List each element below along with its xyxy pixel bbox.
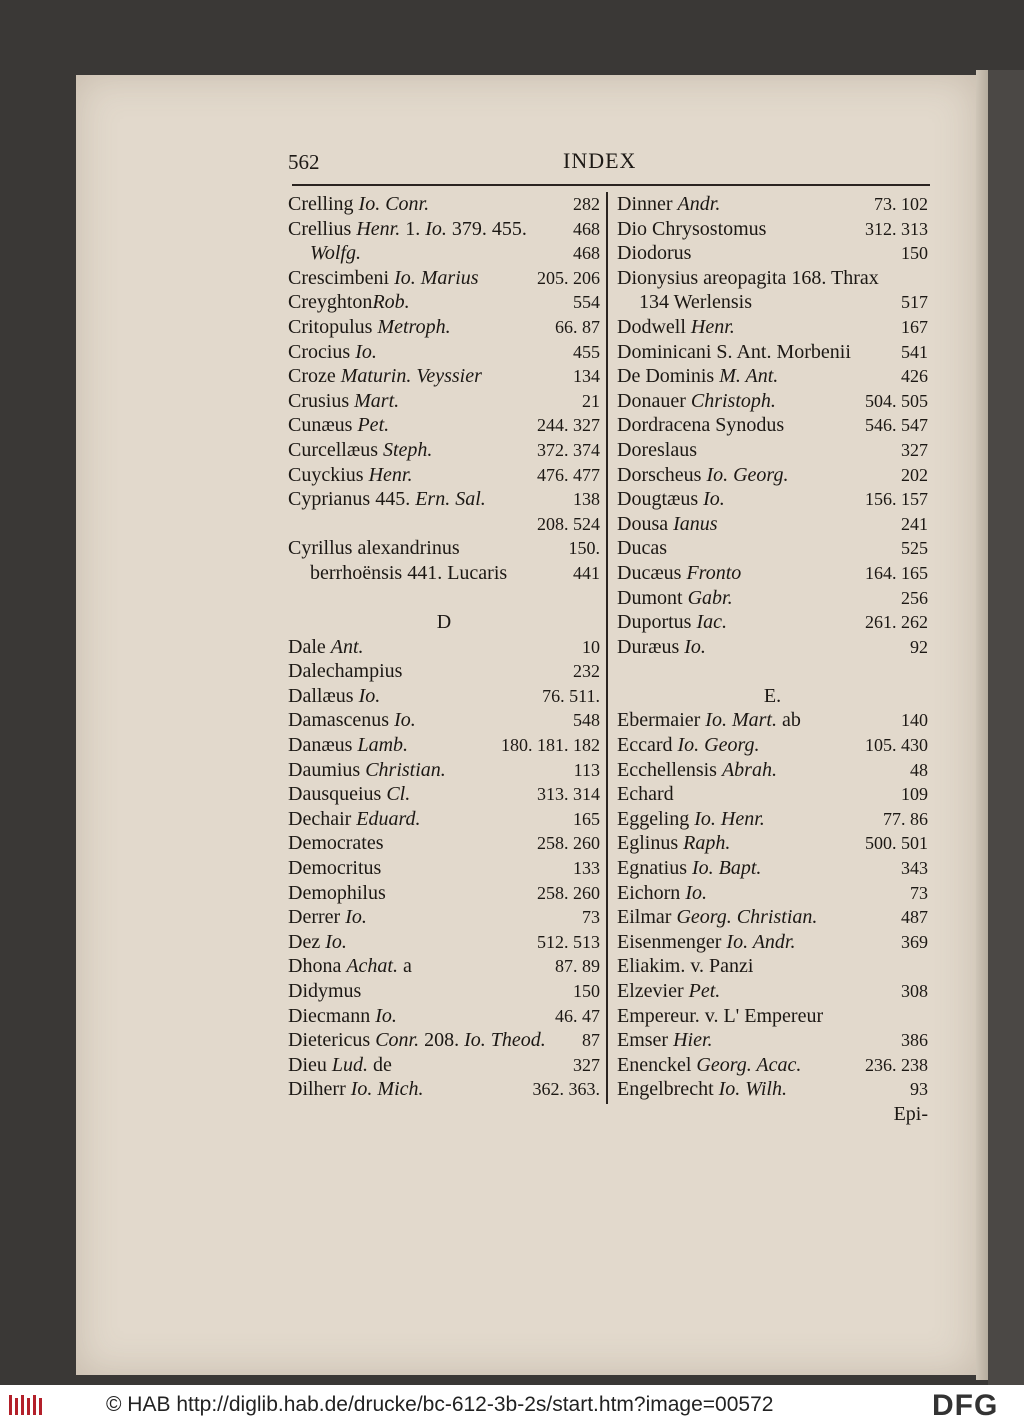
index-entry — [617, 192, 928, 217]
entry-pages: 138 — [573, 489, 600, 510]
entry-pages: 369 — [901, 931, 928, 952]
entry-name: Didymus — [288, 980, 362, 1002]
entry-name: Enenckel Georg. Acac. — [617, 1053, 802, 1076]
index-entry — [617, 831, 928, 856]
entry-pages: 258. 260 — [537, 833, 600, 854]
entry-name: Egnatius Io. Bapt. — [617, 857, 762, 880]
entry-pages: 73. 102 — [874, 194, 928, 214]
entry-name: Dordracena Synodus — [617, 414, 785, 437]
entry-name: Dietericus Conr. 208. Io. Theod. — [288, 1029, 546, 1052]
entry-pages: 261. 262 — [865, 612, 928, 633]
index-entry — [288, 1004, 600, 1029]
index-entry — [617, 217, 928, 242]
index-entry — [288, 586, 600, 611]
index-entry — [288, 659, 600, 684]
entry-pages: 232 — [573, 661, 600, 682]
entry-name: Cyrillus alexandrinus — [288, 537, 460, 560]
entry-name: Dodwell Henr. — [617, 315, 735, 338]
entry-name: Crocius Io. — [288, 340, 377, 363]
index-entry — [617, 438, 928, 463]
index-entry — [617, 586, 928, 611]
entry-pages: 208. 524 — [537, 513, 600, 534]
entry-pages: 258. 260 — [537, 882, 600, 903]
entry-pages: 105. 430 — [865, 735, 928, 756]
index-entry — [617, 364, 928, 389]
entry-pages: 327 — [573, 1054, 600, 1075]
entry-pages: 46. 47 — [555, 1005, 600, 1026]
entry-name: Dhona Achat. a — [288, 955, 412, 978]
entry-pages: 10 — [582, 636, 600, 657]
entry-pages: 468 — [573, 218, 600, 239]
entry-pages: 150. — [568, 538, 600, 559]
entry-pages: 362. 363. — [532, 1079, 600, 1100]
entry-pages: 92 — [910, 636, 928, 657]
entry-name: Dilherr Io. Mich. — [288, 1078, 424, 1101]
index-entry — [288, 364, 600, 389]
entry-name: Dausqueius Cl. — [288, 783, 411, 806]
index-entry — [288, 290, 600, 315]
entry-name: Donauer Christoph. — [617, 389, 776, 412]
index-entry — [617, 315, 928, 340]
entry-name: Crelling Io. Conr. — [288, 193, 430, 215]
entry-name: Dalechampius — [288, 660, 403, 683]
entry-pages: 455 — [573, 341, 600, 362]
index-entry — [617, 954, 928, 979]
entry-pages: 426 — [901, 366, 928, 387]
entry-pages: 476. 477 — [537, 464, 600, 485]
index-entry — [288, 217, 600, 242]
entry-pages: 241 — [901, 513, 928, 534]
entry-name: Eilmar Georg. Christian. — [617, 906, 818, 929]
index-entry — [288, 758, 600, 783]
copyright-link[interactable]: © HAB http://diglib.hab.de/drucke/bc-612-3b-2s/start.htm?image=00572 — [106, 1393, 774, 1416]
index-entry — [617, 659, 928, 684]
entry-pages: 167 — [901, 316, 928, 337]
entry-pages: 164. 165 — [865, 562, 928, 583]
index-entry — [288, 782, 600, 807]
index-entry — [617, 536, 928, 561]
index-entry — [617, 979, 928, 1004]
entry-name: Dinner Andr. — [617, 193, 721, 215]
entry-name: Democritus — [288, 857, 382, 880]
entry-name: Derrer Io. — [288, 906, 367, 929]
index-entry — [288, 389, 600, 414]
index-entry — [288, 930, 600, 955]
entry-pages: 109 — [901, 784, 928, 805]
index-entry — [288, 807, 600, 832]
page-edge — [976, 70, 988, 1380]
index-entry — [288, 463, 600, 488]
entry-pages: 236. 238 — [865, 1054, 928, 1075]
entry-name: Curcellæus Steph. — [288, 438, 433, 461]
index-entry — [617, 905, 928, 930]
page-number: 562 — [288, 150, 320, 174]
entry-name: Duræus Io. — [617, 635, 706, 658]
page-header — [288, 142, 928, 182]
index-entry — [288, 512, 600, 537]
entry-name: Croze Maturin. Veyssier — [288, 365, 482, 388]
running-title: INDEX — [563, 148, 637, 173]
entry-name: Crusius Mart. — [288, 389, 400, 412]
entry-pages: 76. 511. — [542, 685, 600, 706]
index-entry — [617, 1028, 928, 1053]
entry-name: Dechair Eduard. — [288, 807, 421, 830]
entry-name: Eggeling Io. Henr. — [617, 807, 765, 830]
entry-name: Danæus Lamb. — [288, 734, 409, 757]
index-entry — [288, 561, 600, 586]
entry-name: Dio Chrysostomus — [617, 217, 767, 240]
entry-pages: 150 — [901, 243, 928, 264]
entry-name: Demophilus — [288, 881, 386, 904]
entry-pages: 202 — [901, 464, 928, 485]
entry-pages: 21 — [582, 390, 600, 411]
entry-name: Crescimbeni Io. Marius — [288, 266, 479, 289]
index-entry — [617, 561, 928, 586]
entry-pages: 150 — [573, 981, 600, 1001]
entry-pages: 256 — [901, 587, 928, 608]
entry-name: Dumont Gabr. — [617, 586, 733, 609]
binding-strip — [988, 70, 1024, 1385]
entry-pages: 327 — [901, 439, 928, 460]
entry-pages: 180. 181. 182 — [501, 735, 600, 756]
entry-name: Duportus Iac. — [617, 611, 727, 634]
index-entry — [288, 241, 600, 266]
index-entry — [617, 290, 928, 315]
index-entry — [288, 905, 600, 930]
index-entry — [617, 1004, 928, 1029]
index-entry — [617, 389, 928, 414]
index-entry — [288, 831, 600, 856]
entry-name: Dieu Lud. de — [288, 1053, 392, 1076]
entry-name: Eglinus Raph. — [617, 832, 731, 855]
entry-pages: 205. 206 — [537, 267, 600, 288]
index-entry — [617, 1053, 928, 1078]
entry-pages: 66. 87 — [555, 316, 600, 337]
entry-name: Dougtæus Io. — [617, 488, 725, 511]
entry-name: E. — [763, 684, 782, 707]
index-entry — [288, 1077, 600, 1102]
column-divider — [606, 192, 608, 1104]
index-entry — [617, 512, 928, 537]
entry-name: Ducæus Fronto — [617, 561, 742, 584]
entry-name: Critopulus Metroph. — [288, 315, 451, 338]
index-entry — [288, 881, 600, 906]
entry-pages: 500. 501 — [865, 833, 928, 854]
entry-pages: 541 — [901, 341, 928, 362]
entry-pages: 165 — [573, 808, 600, 829]
index-entry — [288, 266, 600, 291]
entry-pages: 134 — [573, 366, 600, 387]
entry-name: Empereur. v. L' Empereur — [617, 1004, 824, 1027]
entry-name: Eccard Io. Georg. — [617, 734, 760, 757]
entry-name: Ebermaier Io. Mart. ab — [617, 709, 801, 732]
viewer-footer — [0, 1385, 1024, 1425]
index-entry — [617, 413, 928, 438]
entry-pages: 313. 314 — [537, 784, 600, 805]
index-entry — [617, 758, 928, 783]
entry-pages: 546. 547 — [865, 415, 928, 436]
entry-name: Crellius Henr. 1. Io. 379. 455. — [288, 217, 527, 240]
catchword — [617, 1102, 928, 1127]
index-entry — [617, 635, 928, 660]
index-entry — [288, 708, 600, 733]
header-rule — [292, 184, 930, 186]
entry-pages: 113 — [573, 759, 600, 780]
index-entry — [617, 266, 928, 291]
entry-pages: 525 — [901, 538, 928, 559]
entry-pages: 133 — [573, 858, 600, 879]
index-entry — [617, 881, 928, 906]
entry-name: Elzevier Pet. — [617, 980, 721, 1002]
section-heading — [617, 684, 928, 709]
index-entry — [288, 954, 600, 979]
entry-name: CreyghtonRob. — [288, 291, 410, 314]
entry-pages: 386 — [901, 1030, 928, 1051]
entry-name: Dorscheus Io. Georg. — [617, 463, 789, 486]
entry-pages: 512. 513 — [537, 931, 600, 952]
entry-name: Dionysius areopagita 168. Thrax — [617, 266, 879, 289]
entry-name: Eliakim. v. Panzi — [617, 955, 754, 978]
entry-name: Daumius Christian. — [288, 758, 446, 781]
entry-pages: 77. 86 — [883, 808, 928, 829]
entry-name: Dez Io. — [288, 930, 347, 953]
entry-pages: 441 — [573, 562, 600, 583]
entry-name: Ducas — [617, 537, 667, 560]
entry-name: Epi- — [893, 1102, 928, 1125]
entry-pages: 73 — [582, 907, 600, 928]
index-entry — [288, 413, 600, 438]
entry-pages: 87 — [582, 1030, 600, 1051]
entry-name: Emser Hier. — [617, 1029, 713, 1052]
entry-name: berrhoënsis 441. Lucaris — [310, 561, 508, 584]
entry-pages: 48 — [910, 759, 928, 780]
entry-pages: 343 — [901, 858, 928, 879]
index-entry — [617, 463, 928, 488]
entry-pages: 312. 313 — [865, 218, 928, 239]
index-entry — [288, 315, 600, 340]
entry-pages: 504. 505 — [865, 390, 928, 411]
entry-name: Dominicani S. Ant. Morbenii — [617, 340, 851, 363]
index-entry — [288, 487, 600, 512]
index-entry — [288, 192, 600, 217]
entry-name: Ecchellensis Abrah. — [617, 758, 777, 781]
entry-name: Cyprianus 445. Ern. Sal. — [288, 488, 486, 511]
entry-pages: 308 — [901, 981, 928, 1001]
hab-logo-icon — [8, 1393, 44, 1417]
entry-name: Eichorn Io. — [617, 881, 707, 904]
index-column-left — [288, 192, 600, 1102]
index-entry — [288, 1028, 600, 1053]
index-entry — [617, 807, 928, 832]
entry-name: Engelbrecht Io. Wilh. — [617, 1078, 787, 1101]
entry-name: Dallæus Io. — [288, 684, 381, 707]
index-entry — [617, 782, 928, 807]
index-entry — [288, 684, 600, 709]
index-entry — [617, 487, 928, 512]
entry-pages: 93 — [910, 1079, 928, 1100]
index-entry — [288, 1053, 600, 1078]
entry-pages: 372. 374 — [537, 439, 600, 460]
entry-name: Diecmann Io. — [288, 1004, 397, 1027]
entry-name: Cunæus Pet. — [288, 414, 390, 437]
index-entry — [288, 856, 600, 881]
entry-pages: 140 — [901, 710, 928, 731]
index-entry — [288, 979, 600, 1004]
index-entry — [617, 610, 928, 635]
index-entry — [288, 438, 600, 463]
dfg-logo: DFG — [932, 1389, 999, 1422]
entry-name: Doreslaus — [617, 438, 697, 461]
index-entry — [617, 1077, 928, 1102]
entry-name: Dousa Ianus — [617, 512, 718, 535]
entry-name: Damascenus Io. — [288, 709, 416, 732]
entry-name: Echard — [617, 783, 674, 806]
entry-name: De Dominis M. Ant. — [617, 365, 779, 388]
entry-name: 134 Werlensis — [639, 291, 753, 314]
index-entry — [617, 708, 928, 733]
index-entry — [617, 340, 928, 365]
entry-pages: 554 — [573, 292, 600, 313]
index-entry — [617, 241, 928, 266]
entry-pages: 282 — [573, 194, 600, 214]
index-entry — [617, 856, 928, 881]
index-entry — [617, 930, 928, 955]
entry-pages: 548 — [573, 710, 600, 731]
index-entry — [617, 733, 928, 758]
entry-name: Cuyckius Henr. — [288, 463, 413, 486]
index-entry — [288, 340, 600, 365]
index-entry — [288, 733, 600, 758]
entry-name: Dale Ant. — [288, 635, 364, 658]
entry-pages: 468 — [573, 243, 600, 264]
entry-name: Eisenmenger Io. Andr. — [617, 930, 796, 953]
entry-name: Democrates — [288, 832, 384, 855]
entry-pages: 156. 157 — [865, 489, 928, 510]
entry-pages: 73 — [910, 882, 928, 903]
index-entry — [288, 536, 600, 561]
entry-pages: 244. 327 — [537, 415, 600, 436]
section-heading — [288, 610, 600, 635]
entry-pages: 87. 89 — [555, 956, 600, 977]
entry-name: Wolfg. — [310, 242, 361, 265]
index-column-right — [617, 192, 928, 1127]
entry-name: D — [436, 611, 452, 634]
index-entry — [288, 635, 600, 660]
entry-name: Diodorus — [617, 242, 692, 265]
entry-pages: 487 — [901, 907, 928, 928]
entry-pages: 517 — [901, 292, 928, 313]
